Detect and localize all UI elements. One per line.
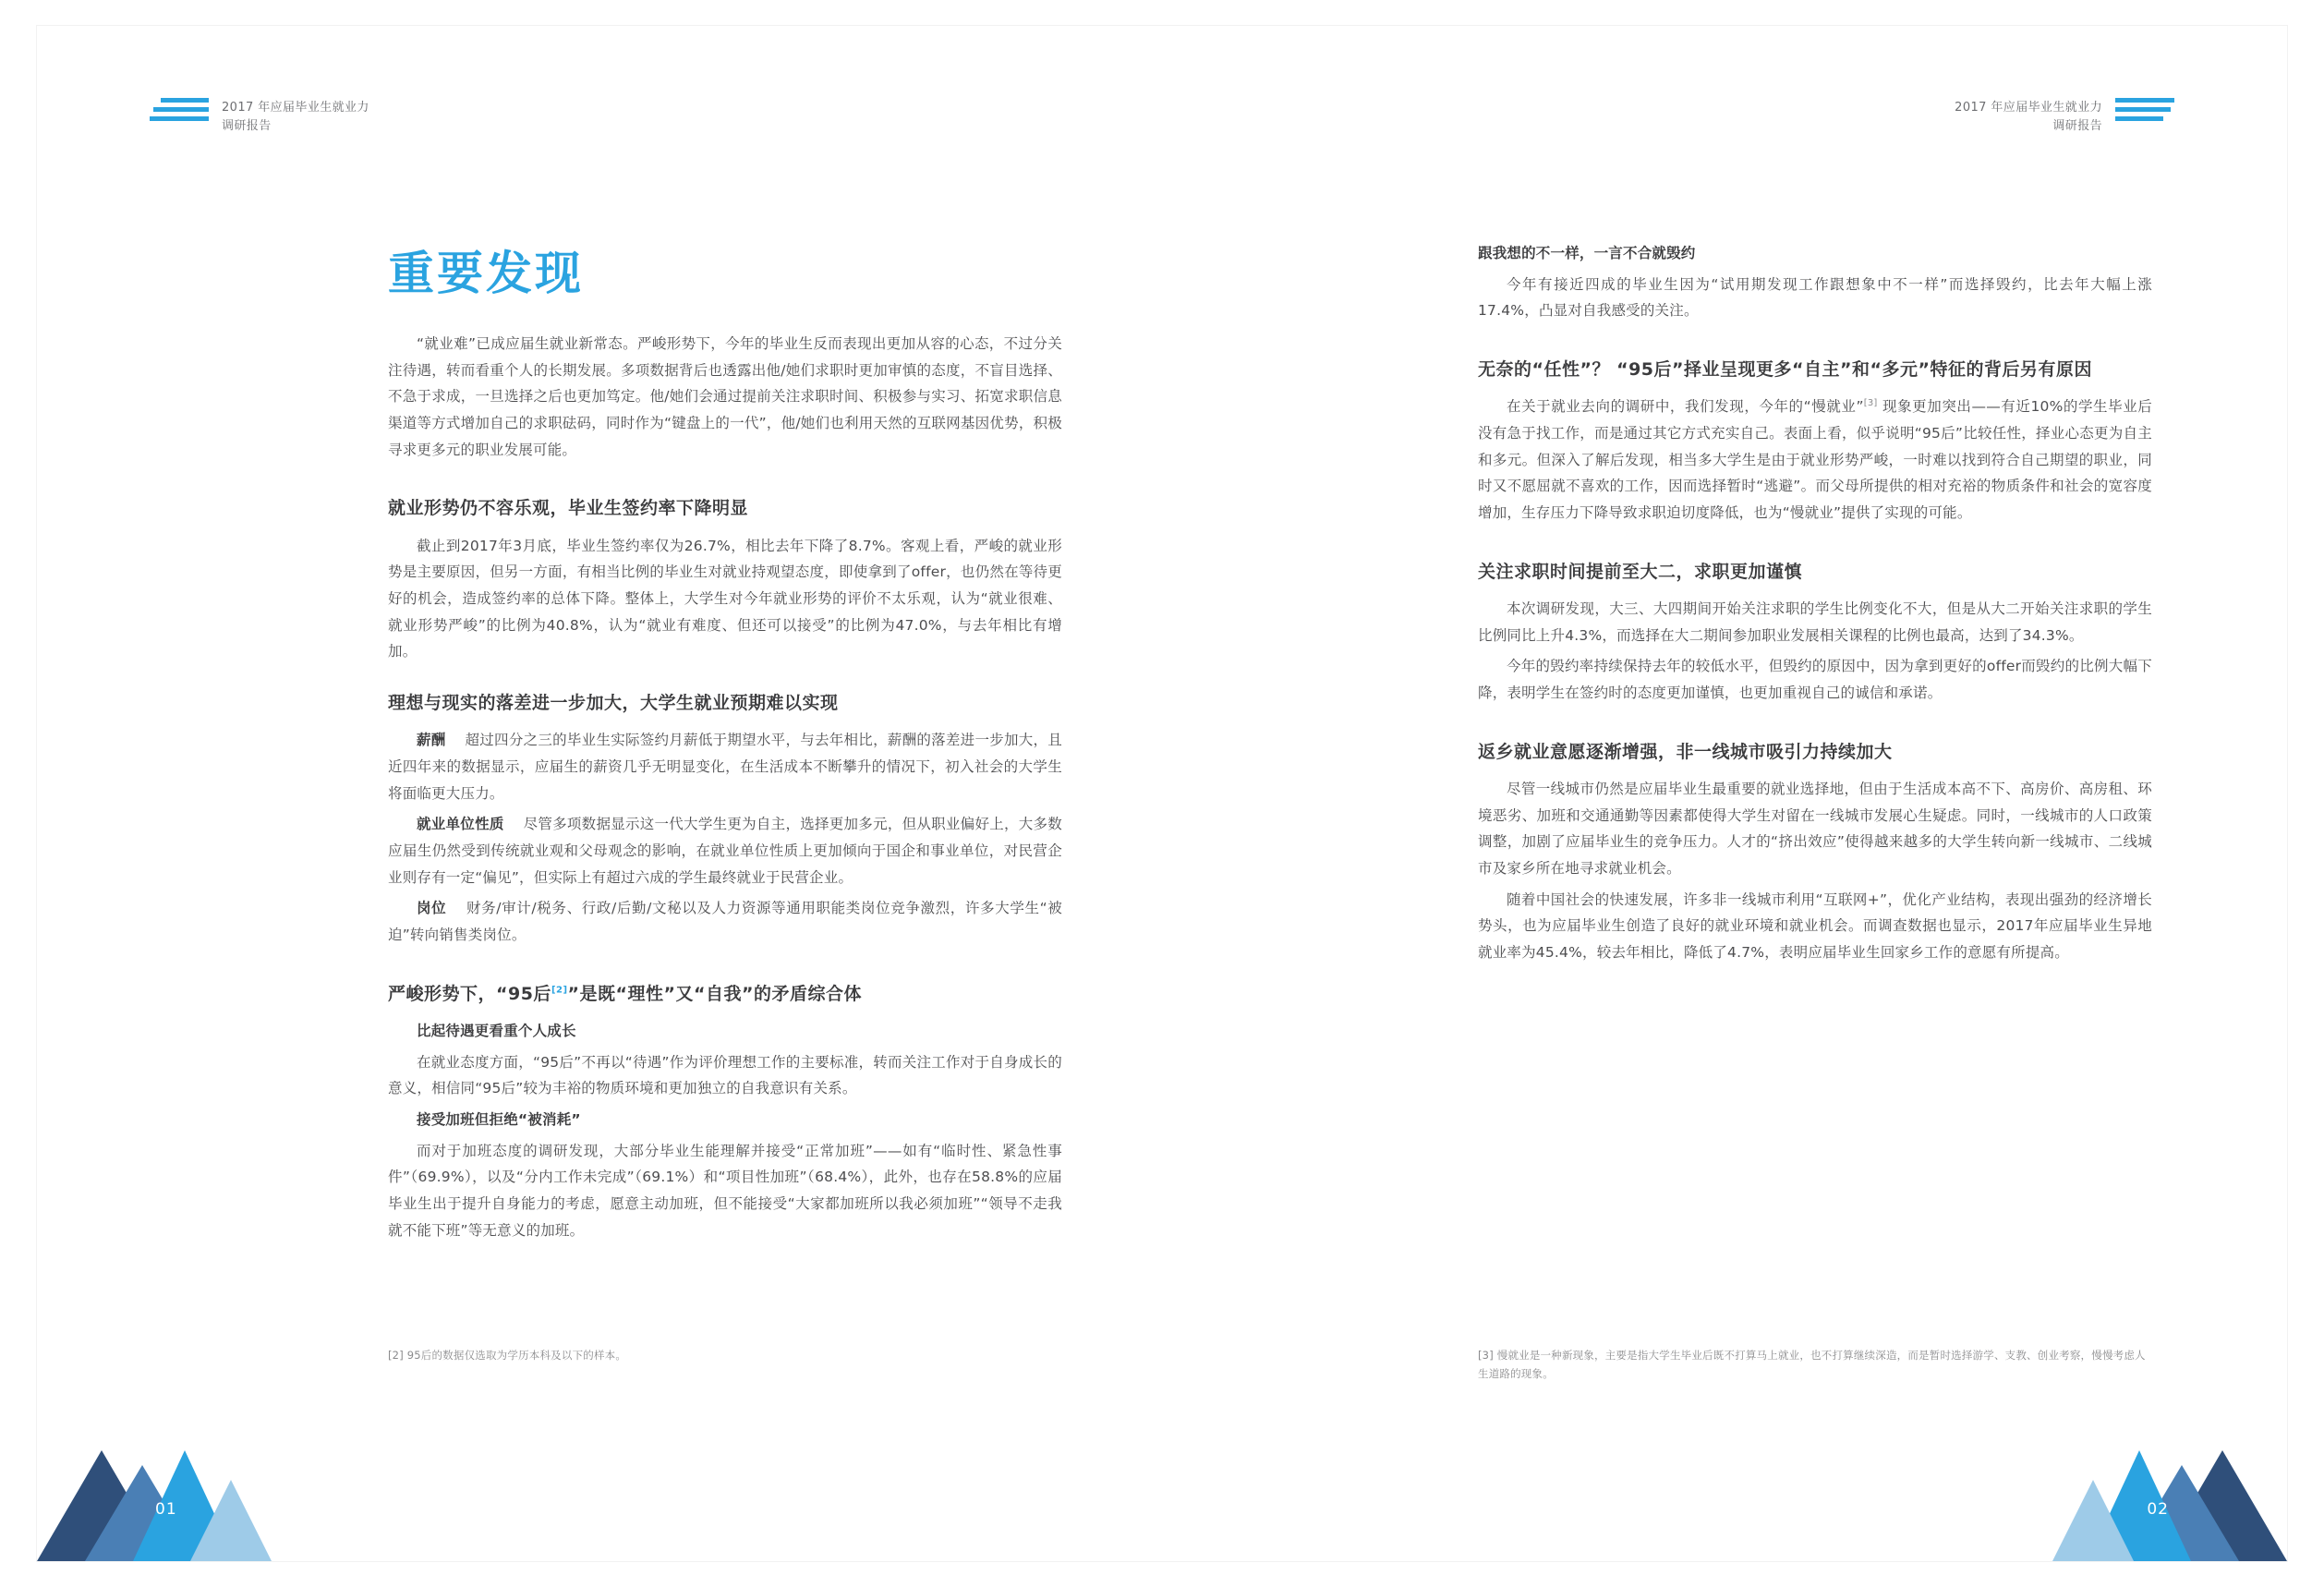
paragraph-text-pre: 在关于就业去向的调研中，我们发现，今年的“慢就业” <box>1507 398 1864 416</box>
paragraph-text: 超过四分之三的毕业生实际签约月薪低于期望水平，与去年相比，薪酬的落差进一步加大，且近四年来的数据显示，应届生的薪资几乎无明显变化，在生活成本不断攀升的情况下，初入社会的大学生将面临更大压力。 <box>388 732 1063 802</box>
section-paragraph: 在就业态度方面，“95后”不再以“待遇”作为评价理想工作的主要标准，转而关注工作对于自身成长的意义，相信同“95后”较为丰裕的物质环境和更加独立的自我意识有关系。 <box>388 1053 1062 1097</box>
intro-paragraph: “就业难”已成应届生就业新常态。严峻形势下，今年的毕业生反而表现出更加从容的心态，不过分关注待遇，转而看重个人的长期发展。多项数据背后也透露出他/她们求职时更加审慎的态度，不盲目选择、不急于求成，一旦选择之后也更加笃定。他/她们会通过提前关注求职时间、积极参与实习、拓宽求职信息渠道等方式增加自己的求职砝码，同时作为“键盘上的一代”，他/她们也利用天然的互联网基因优势，积极寻求更多元的职业发展可能。 <box>388 335 1062 458</box>
header-title-line2: 调研报告 <box>222 119 272 133</box>
chevron-logo-icon <box>2115 98 2174 137</box>
heading-suffix: ”是既“理性”又“自我”的矛盾综合体 <box>567 983 862 1004</box>
section-paragraph: 而对于加班态度的调研发现，大部分毕业生能理解并接受“正常加班”——如有“临时性、紧急性事件”（69.9%），以及“分内工作未完成”（69.1%）和“项目性加班”（68.4%），此外，也存在58.8%的应届毕业生出于提升自身能力的考虑，愿意主动加班，但不能接受“大家都加班所以我必须加班”“领导不走我就不能下班”等无意义的加班。 <box>388 1142 1062 1239</box>
page-number-right: 02 <box>2147 1500 2169 1519</box>
section-slow-employment <box>1478 356 2152 527</box>
paragraph-lead-salary: 薪酬 <box>417 732 446 749</box>
subheading-overtime: 接受加班但拒绝“被消耗” <box>417 1111 581 1129</box>
section-paragraph-position <box>388 895 1062 948</box>
page-header-right <box>1955 98 2174 137</box>
section-heading-95hou <box>388 980 1062 1009</box>
subheading-growth: 比起待遇更看重个人成长 <box>417 1023 576 1040</box>
page-title: 重要发现 <box>388 247 584 300</box>
heading-prefix: 严峻形势下，“95后 <box>388 983 551 1004</box>
paragraph-text: 财务/审计/税务、行政/后勤/文秘以及人力资源等通用职能类岗位竞争激烈，许多大学生“被迫”转向销售类岗位。 <box>388 900 1062 944</box>
header-title-line2: 调研报告 <box>2052 119 2102 133</box>
right-body <box>1478 240 2152 990</box>
section-heading: 关注求职时间提前至大二，求职更加谨慎 <box>1478 561 1803 582</box>
section-expectation-gap <box>388 689 1062 949</box>
left-body <box>388 331 1062 1268</box>
section-heading: 无奈的“任性”？ “95后”择业呈现更多“自主”和“多元”特征的背后另有原因 <box>1478 359 2092 381</box>
section-job-search-timing <box>1478 558 2152 707</box>
chevron-logo-icon <box>150 98 209 137</box>
section-paragraph: 截止到2017年3月底，毕业生签约率仅为26.7%，相比去年下降了8.7%。客观上看，严峻的就业形势是主要原因，但另一方面，有相当比例的毕业生对就业持观望态度，即使拿到了offer，也仍然在等待更好的机会，造成签约率的总体下降。整体上，大学生对今年就业形势的评价不太乐观，认为“就业很难、就业形势严峻”的比例为40.8%，认为“就业有难度、但还可以接受”的比例为47.0%，与去年相比有增加。 <box>388 537 1062 660</box>
footnote-right: [3] 慢就业是一种新现象，主要是指大学生毕业后既不打算马上就业，也不打算继续深造，而是暂时选择游学、支教、创业考察，慢慢考虑人生道路的现象。 <box>1478 1349 2146 1380</box>
header-title-line1: 2017 年应届毕业生就业力 <box>222 100 369 115</box>
section-heading: 理想与现实的落差进一步加大，大学生就业预期难以实现 <box>388 693 839 714</box>
section-paragraph: 本次调研发现，大三、大四期间开始关注求职的学生比例变化不大，但是从大二开始关注求职的学生比例同比上升4.3%，而选择在大二期间参加职业发展相关课程的比例也最高，达到了34.3%。 <box>1478 600 2152 644</box>
section-heading: 返乡就业意愿逐渐增强，非一线城市吸引力持续加大 <box>1478 741 1893 762</box>
paragraph-breach: 今年有接近四成的毕业生因为“试用期发现工作跟想象中不一样”而选择毁约，比去年大幅上涨17.4%，凸显对自我感受的关注。 <box>1478 275 2152 320</box>
section-95hou <box>388 980 1062 1244</box>
section-employment-situation <box>388 494 1062 665</box>
footnote-marker-2: [2] <box>551 985 568 996</box>
document-spread <box>37 26 2287 1561</box>
footnote-marker-3: [3] <box>1863 398 1878 409</box>
paragraph-lead-position: 岗位 <box>417 900 447 917</box>
section-paragraph-salary <box>388 727 1062 806</box>
section-paragraph: 尽管一线城市仍然是应届毕业生最重要的就业选择地，但由于生活成本高不下、高房价、高房租、环境恶劣、加班和交通通勤等因素都使得大学生对留在一线城市发展心生疑虑。同时，一线城市的人口政策调整，加剧了应届毕业生的竞争压力。人才的“挤出效应”使得越来越多的大学生转向新一线城市、二线城市及家乡所在地寻求就业机会。 <box>1478 781 2152 878</box>
corner-decoration-right <box>2047 1450 2287 1561</box>
paragraph-text-post: 现象更加突出——有近10%的学生毕业后没有急于找工作，而是通过其它方式充实自己。表面上看，似乎说明“95后”比较任性，择业心态更为自主和多元。但深入了解后发现，相当多大学生是由于就业形势严峻，一时难以找到符合自己期望的职业，同时又不愿屈就不喜欢的工作，因而选择暂时“逃避”。而父母所提供的相对充裕的物质条件和社会的宽容度增加，生存压力下降导致求职迫切度降低，也为“慢就业”提供了实现的可能。 <box>1478 398 2152 522</box>
subheading-breach: 跟我想的不一样，一言不合就毁约 <box>1478 245 1696 261</box>
page-left <box>37 26 1162 1561</box>
paragraph-text: 尽管多项数据显示这一代大学生更为自主，选择更加多元，但从职业偏好上，大多数应届生仍然受到传统就业观和父母观念的影响，在就业单位性质上更加倾向于国企和事业单位，对民营企业则存有一定“偏见”，但实际上有超过六成的学生最终就业于民营企业。 <box>388 816 1063 886</box>
section-heading: 就业形势仍不容乐观，毕业生签约率下降明显 <box>388 498 749 519</box>
paragraph-lead-employer: 就业单位性质 <box>417 816 504 833</box>
header-title-left <box>222 99 369 136</box>
header-title-line1: 2017 年应届毕业生就业力 <box>1955 100 2102 115</box>
corner-decoration-left <box>37 1450 277 1561</box>
footnote-left: [2] 95后的数据仅选取为学历本科及以下的样本。 <box>388 1349 627 1362</box>
section-paragraph: 随着中国社会的快速发展，许多非一线城市利用“互联网+”，优化产业结构，表现出强劲的经济增长势头，也为应届毕业生创造了良好的就业环境和就业机会。而调查数据也显示，2017年应届毕业生异地就业率为45.4%，较去年相比，降低了4.7%，表明应届毕业生回家乡工作的意愿有所提高。 <box>1478 890 2152 962</box>
section-hometown-employment <box>1478 738 2152 966</box>
page-header-left <box>150 98 369 137</box>
page-number-left: 01 <box>155 1500 177 1519</box>
header-title-right <box>1955 99 2102 136</box>
section-paragraph-employer <box>388 811 1062 890</box>
page-right <box>1162 26 2287 1561</box>
section-paragraph: 今年的毁约率持续保持去年的较低水平，但毁约的原因中，因为拿到更好的offer而毁约的比例大幅下降，表明学生在签约时的态度更加谨慎，也更加重视自己的诚信和承诺。 <box>1478 658 2152 702</box>
section-paragraph-slow <box>1478 394 2152 526</box>
